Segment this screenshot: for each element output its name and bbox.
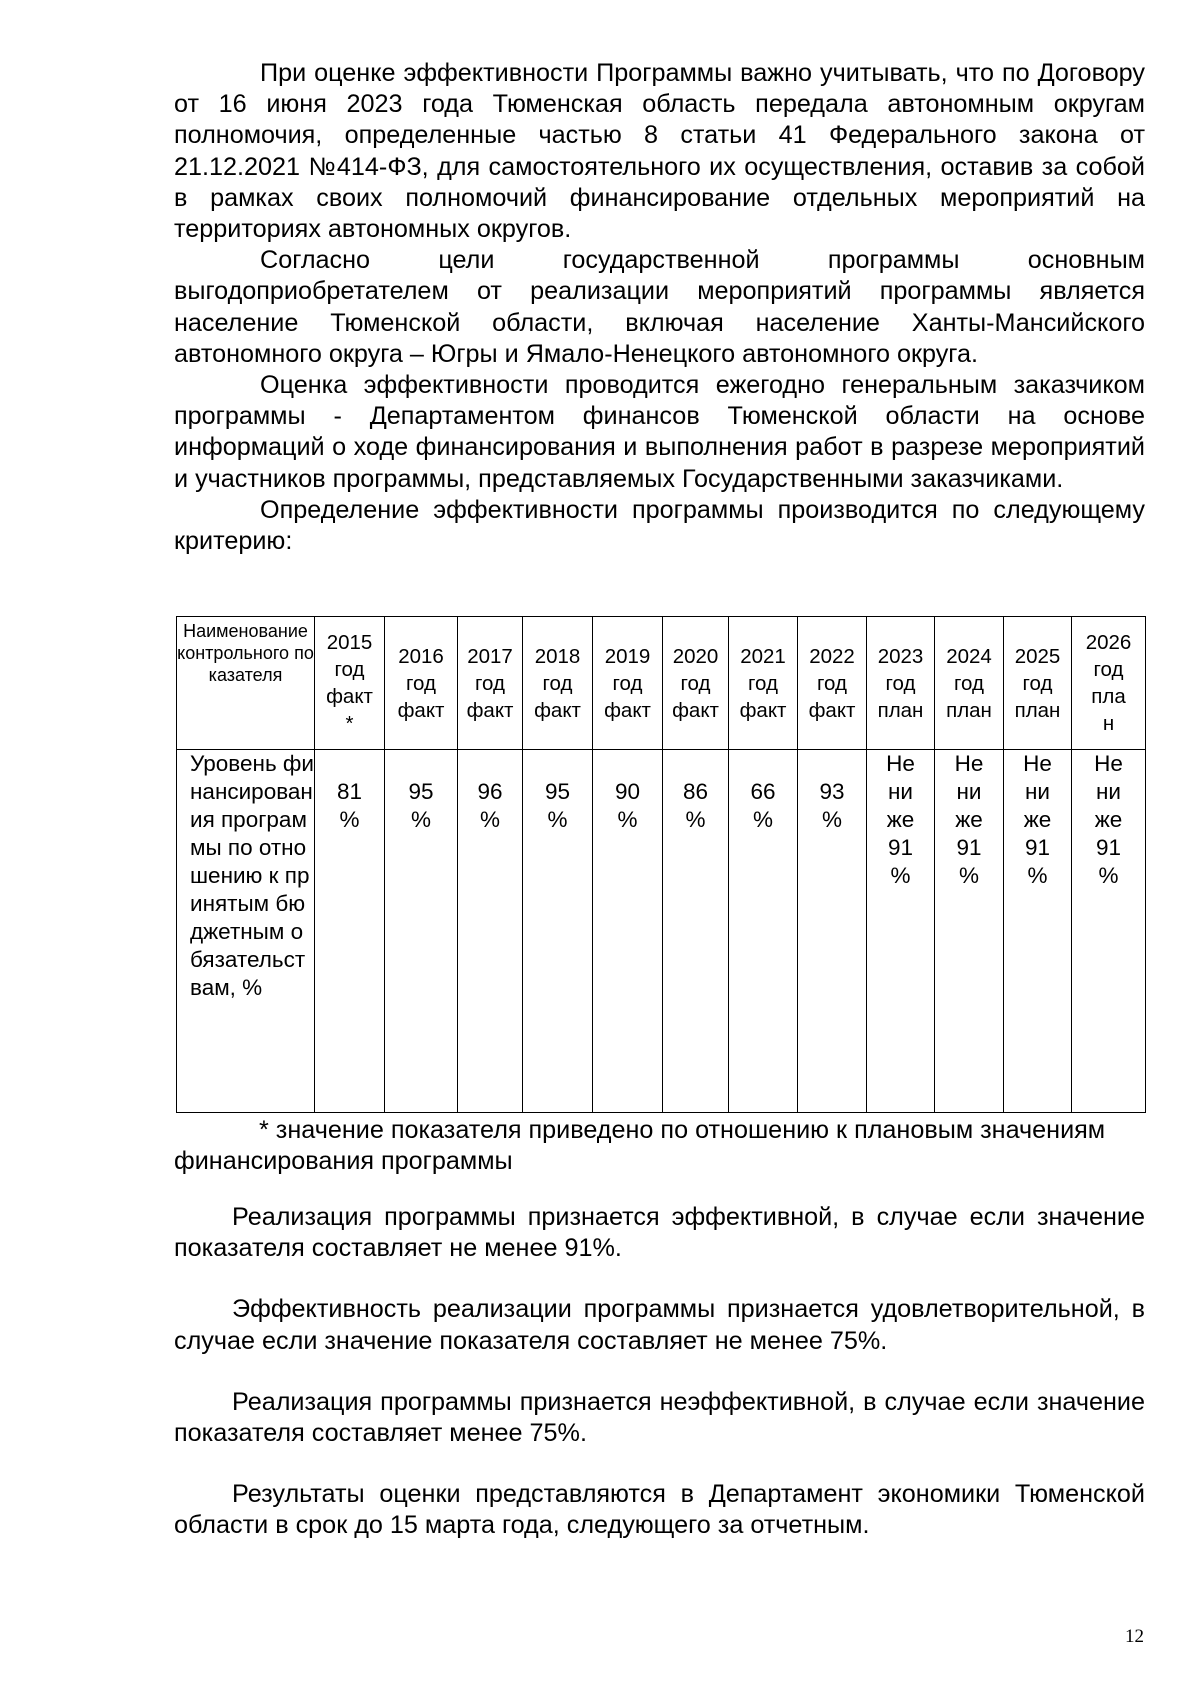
value-cell: Не ниже 91 % (935, 750, 1004, 1113)
year-header (1004, 617, 1072, 750)
kind-label: план (946, 698, 992, 722)
kind-label: факт (326, 685, 373, 708)
value-cell: 81 % (315, 750, 385, 1113)
kind-label: факт (808, 698, 856, 722)
year-label: 2024 (946, 644, 992, 668)
year-label: 2019 (604, 644, 651, 668)
criterion-effective: Реализация программы признается эффективной, в случае если значение показателя составляет не менее 91%. (174, 1203, 1145, 1263)
unit-label: год (334, 658, 365, 681)
year-label: 2023 (877, 644, 924, 668)
unit-label: год (817, 671, 847, 695)
value-cell: Не ниже 91 % (867, 750, 935, 1113)
value-cell: 96 % (458, 750, 523, 1113)
table-row (177, 750, 1146, 1113)
unit-label: год (954, 671, 984, 695)
kind-label: факт (604, 698, 651, 722)
year-header (867, 617, 935, 750)
criteria-block (174, 1202, 1145, 1542)
kind-label: план (1014, 698, 1061, 722)
unit-label: год (406, 671, 436, 695)
year-header (458, 617, 523, 750)
table-header-row (177, 617, 1146, 750)
results-submission: Результаты оценки представляются в Департамент экономики Тюменской области в срок до 15 марта года, следующего за отчетным. (174, 1480, 1145, 1540)
name-column-header (177, 617, 315, 750)
criterion-ineffective: Реализация программы признается неэффективной, в случае если значение показателя составляет менее 75%. (174, 1387, 1145, 1448)
paragraph-criterion-intro: Определение эффективности программы производится по следующему критерию: (174, 495, 1145, 556)
body-text (174, 58, 1145, 557)
year-label: 2022 (809, 644, 855, 668)
paragraph-agreement: При оценке эффективности Программы важно учитывать, что по Договору от 16 июня 2023 года Тюменская область передала автономным округам полномочия, определенные частью 8 статьи 41 Федерального закона от 21.12.2021 №414-ФЗ, для самостоятельного их осуществления, оставив за собой в рамках своих полномочий финансирование отдельных мероприятий на территориях автономных округов. (174, 59, 1145, 244)
paragraph-assessment: Оценка эффективности проводится ежегодно генеральным заказчиком программы - Департаментом финансов Тюменской области на основе информаций о ходе финансирования и выполнения работ в разрезе мероприятий и участников программы, представляемых Государственными заказчиками. (174, 371, 1145, 493)
year-label: 2016 (398, 644, 444, 668)
year-label: 2021 (740, 644, 786, 668)
kind-label: факт (397, 698, 445, 722)
unit-label: год (612, 671, 643, 695)
year-header (729, 617, 798, 750)
year-header (523, 617, 593, 750)
paragraph-beneficiary: Согласно цели государственной программы основным выгодоприобретателем от реализации мероприятий программы является население Тюменской области, включая население Ханты-Мансийского автономного округа – Югры и Ямало-Ненецкого автономного округа. (174, 246, 1145, 368)
name-header-text: Наименование контрольного показателя (177, 621, 314, 685)
table-footnote: * значение показателя приведено по отношению к плановым значениям финансирования программы (174, 1116, 1106, 1176)
year-label: 2025 (1014, 644, 1061, 668)
criterion-satisfactory: Эффективность реализации программы признается удовлетворительной, в случае если значение показателя составляет не менее 75%. (174, 1295, 1145, 1355)
unit-label: год (885, 671, 916, 695)
year-header (385, 617, 458, 750)
year-header (1072, 617, 1146, 750)
value-cell: Не ниже 91 % (1004, 750, 1072, 1113)
indicator-name-cell: Уровень финансирования программы по отношению к принятым бюджетным обязательствам, % (177, 750, 315, 1113)
criterion-table (176, 616, 1146, 1113)
value-cell: 90 % (593, 750, 663, 1113)
value-cell: 93 % (798, 750, 867, 1113)
unit-label: год (748, 671, 778, 695)
footnote-mark: * (345, 712, 354, 735)
year-label: 2020 (672, 644, 719, 668)
unit-label: год (680, 671, 711, 695)
value-cell: 66 % (729, 750, 798, 1113)
kind-label: факт (739, 698, 787, 722)
kind-label: факт (466, 698, 514, 722)
year-label: 2015 (326, 631, 373, 654)
kind-label: факт (672, 698, 719, 722)
unit-label: год (1093, 658, 1124, 681)
value-cell: Не ниже 91 % (1072, 750, 1146, 1113)
year-header (935, 617, 1004, 750)
kind-label: план (877, 698, 924, 722)
year-header (663, 617, 729, 750)
value-cell: 95 % (385, 750, 458, 1113)
year-header (593, 617, 663, 750)
year-label: 2017 (467, 644, 513, 668)
kind-label: факт (534, 698, 581, 722)
unit-label: год (542, 671, 573, 695)
kind-label: план (1091, 685, 1126, 735)
year-label: 2018 (534, 644, 581, 668)
value-cell: 86 % (663, 750, 729, 1113)
value-cell: 95 % (523, 750, 593, 1113)
year-header (798, 617, 867, 750)
unit-label: год (1022, 671, 1053, 695)
unit-label: год (475, 671, 505, 695)
year-label: 2026 (1085, 631, 1132, 654)
year-header (315, 617, 385, 750)
page-number: 12 (1125, 1626, 1144, 1647)
